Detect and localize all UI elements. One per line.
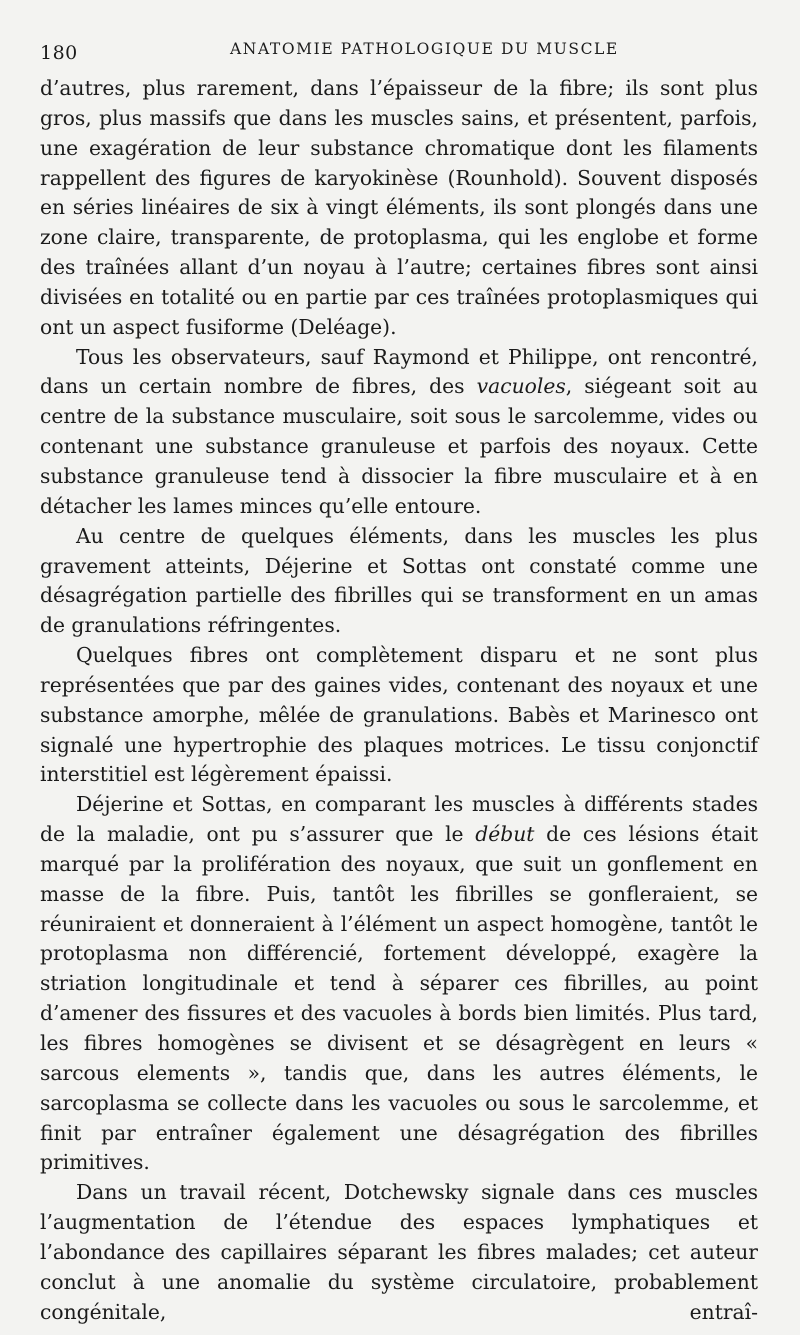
text-run: Tous les observateurs, sauf Raymond et Philippe, ont rencontré, dans un certain nombre de fibres, des [40, 344, 758, 399]
paragraph [40, 343, 758, 522]
text-run: de ces lésions était marqué par la prolifération des noyaux, que suit un gonflement en masse de la fibre. Puis, tantôt les fibrilles se gonfleraient, se réuniraient et donneraient à l’élément un aspect homogène, tantôt le protoplasma non différencié, fortement développé, exagère la striation longitudinale et tend à séparer ces fibrilles, au point d’amener des fissures et des vacuoles à bords bien limités. Plus tard, les fibres homogènes se divisent et se désagrègent en leurs « sarcous elements », tandis que, dans les autres éléments, le sarcoplasma se collecte dans les vacuoles ou sous le sarcolemme, et finit par entraîner également une désagrégation des fibrilles primitives. [40, 822, 758, 1175]
page-header [40, 34, 758, 74]
paragraph: Au centre de quelques éléments, dans les muscles les plus gravement atteints, Déjerine et Sottas ont constaté comme une désagrégation partielle des fibrilles qui se transforment en un amas de granulations réfringentes. [40, 523, 758, 638]
running-title: ANATOMIE PATHOLOGIQUE DU MUSCLE [230, 40, 619, 58]
body-text [40, 74, 758, 1327]
text-run: Déjerine et Sottas, en comparant les muscles à différents stades de la maladie, ont pu s’assurer que le [40, 792, 758, 847]
italic-term: début [475, 822, 535, 847]
paragraph: Quelques fibres ont complètement disparu et ne sont plus représentées que par des gaines vides, contenant des noyaux et une substance amorphe, mêlée de granulations. Babès et Marinesco ont signalé une hypertrophie des plaques motrices. Le tissu conjonctif interstitiel est légèrement épaissi. [40, 643, 758, 787]
page-number: 180 [40, 42, 78, 64]
paragraph: d’autres, plus rarement, dans l’épaisseur de la fibre; ils sont plus gros, plus massifs que dans les muscles sains, et présentent, parfois, une exagération de leur substance chromatique dont les filaments rappellent des figures de karyokinèse (Rounhold). Souvent disposés en séries linéaires de six à vingt éléments, ils sont plongés dans une zone claire, transparente, de protoplasma, qui les englobe et forme des traînées allant d’un noyau à l’autre; certaines fibres sont ainsi divisées en totalité ou en partie par ces traînées protoplasmiques qui ont un aspect fusiforme (Deléage). [40, 76, 758, 339]
italic-term: vacuoles [476, 374, 566, 399]
paragraph [40, 790, 758, 1178]
paragraph: Dans un travail récent, Dotchewsky signale dans ces muscles l’augmentation de l’étendue des espaces lymphatiques et l’abondance des capillaires séparant les fibres malades; cet auteur conclut à une anomalie du système circulatoire, probablement congénitale, entraî- [40, 1180, 758, 1324]
text-run: , siégeant soit au centre de la substance musculaire, soit sous le sarcolemme, vides ou contenant une substance granuleuse et parfois des noyaux. Cette substance granuleuse tend à dissocier la fibre musculaire et à en détacher les lames minces qu’elle entoure. [40, 374, 758, 518]
